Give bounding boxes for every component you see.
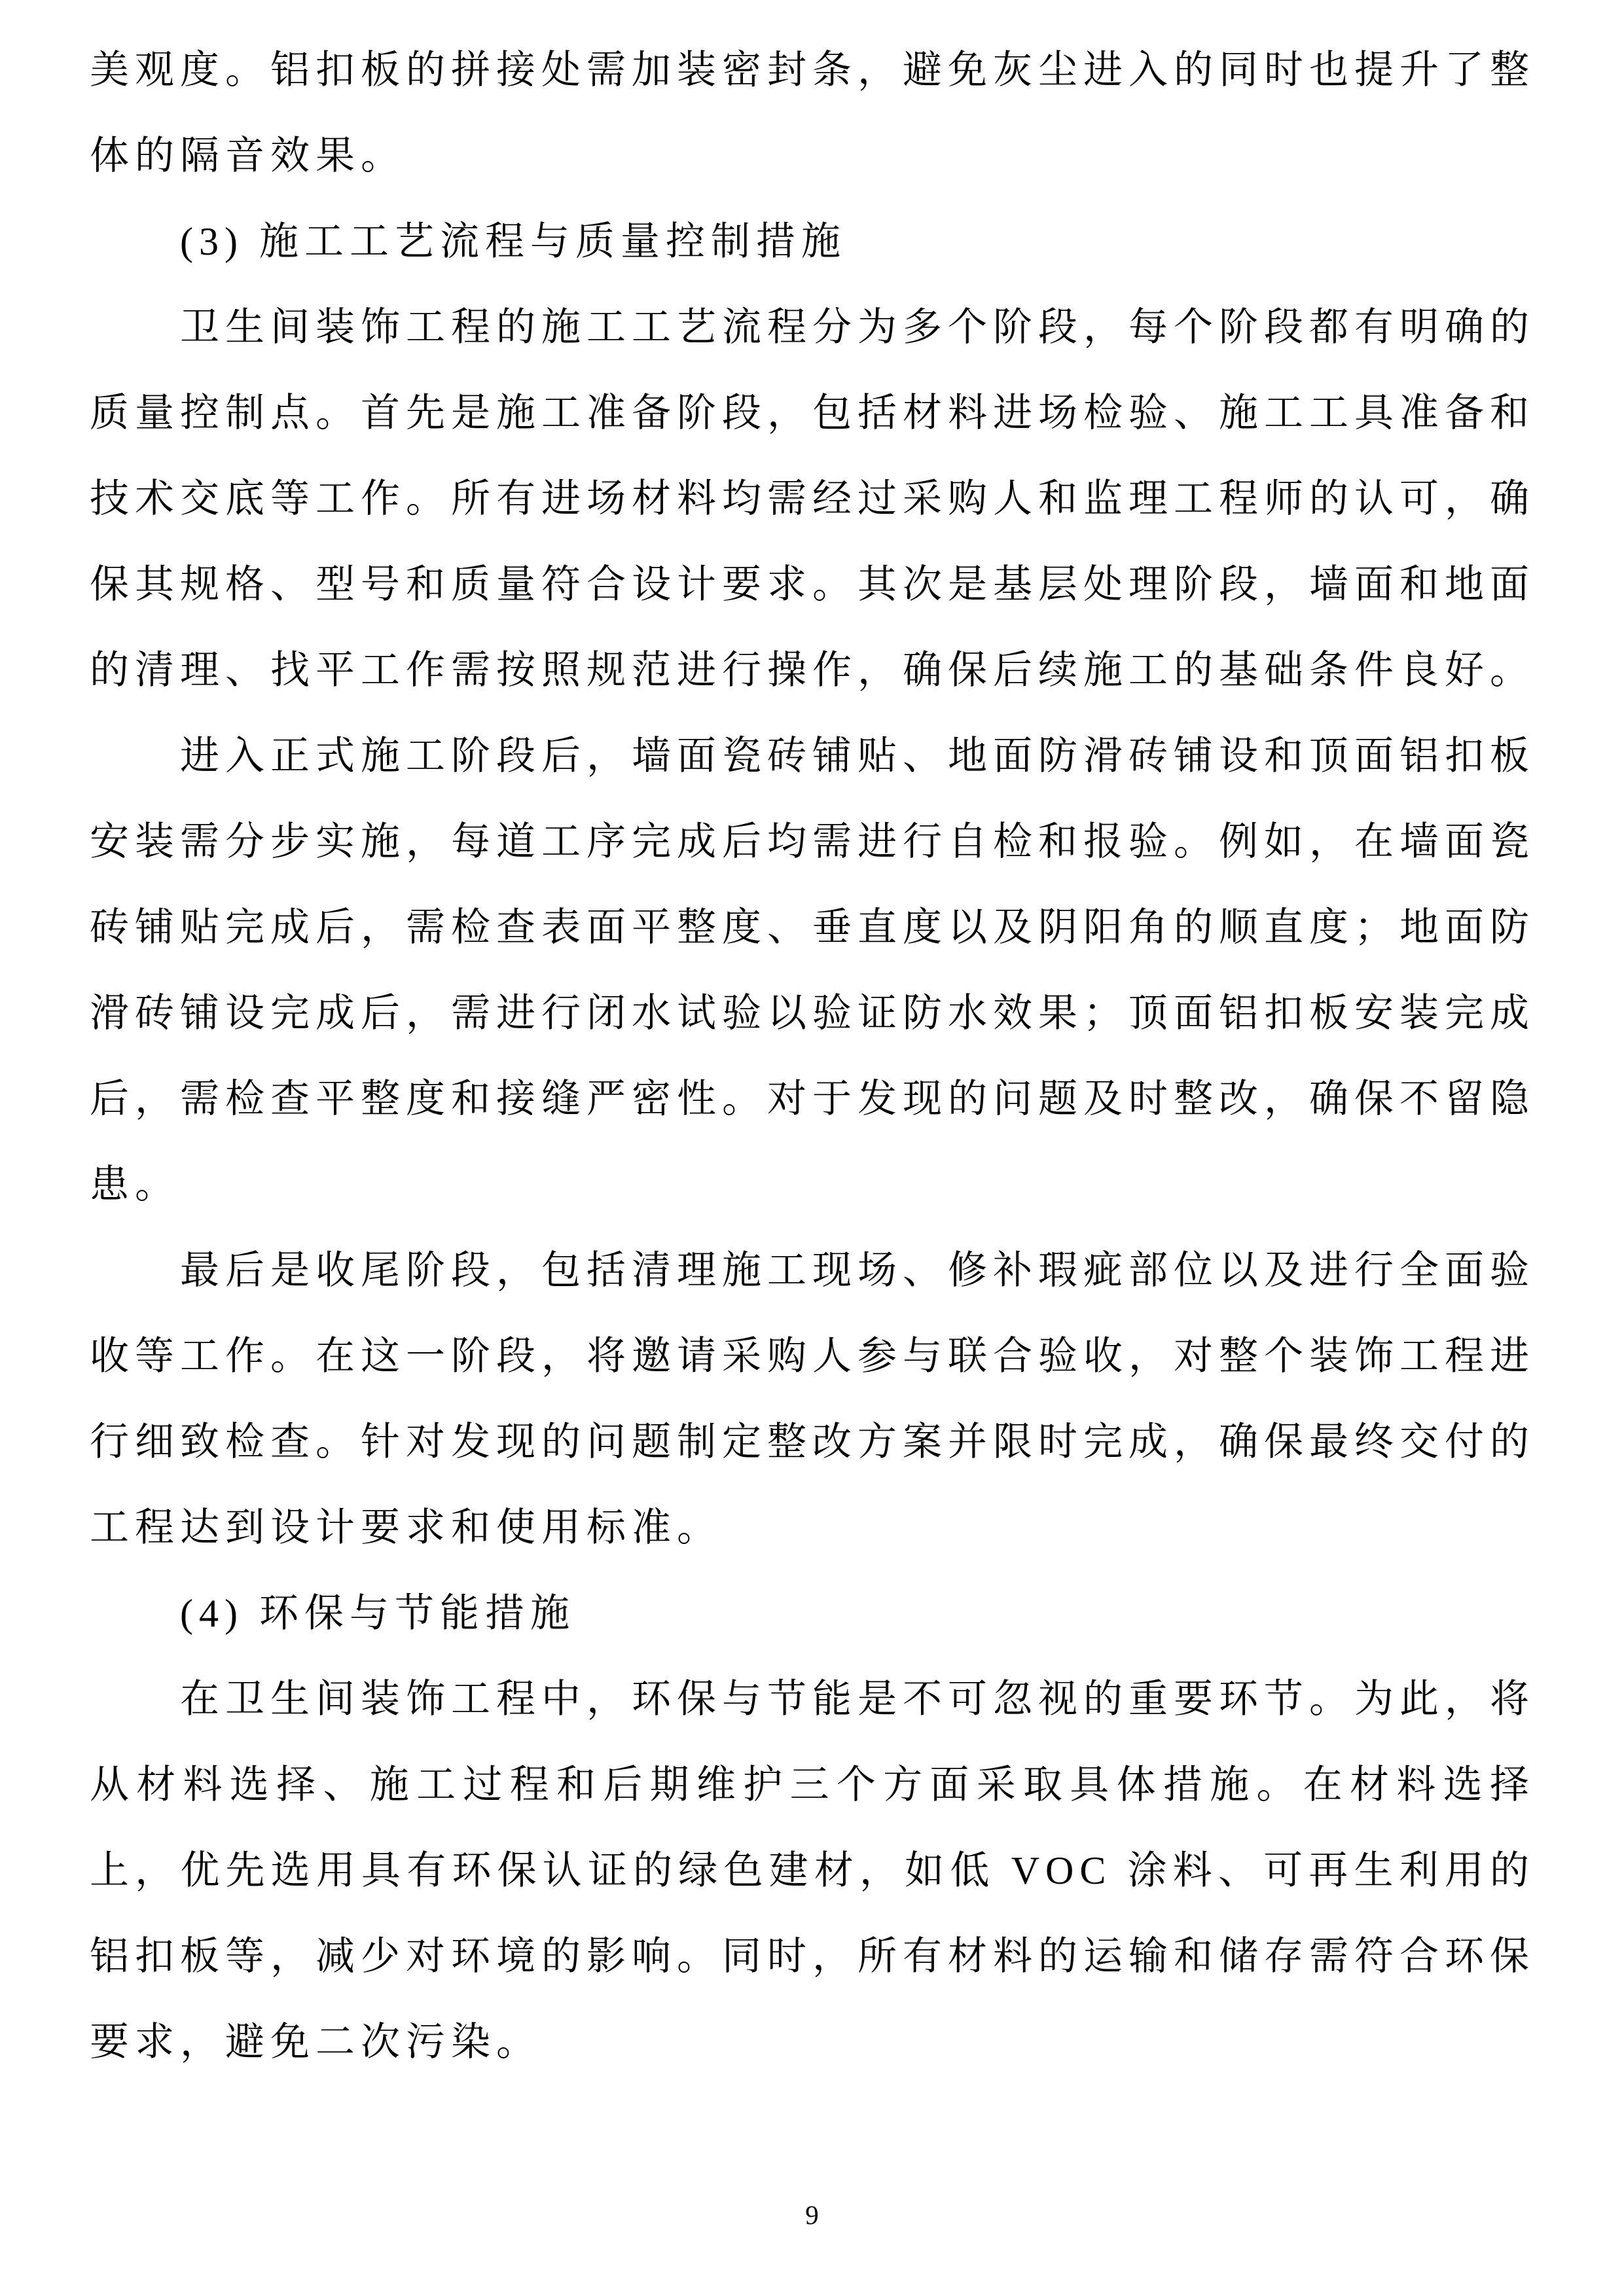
paragraph: 进入正式施工阶段后，墙面瓷砖铺贴、地面防滑砖铺设和顶面铝扣板安装需分步实施，每道工序完成后均需进行自检和报验。例如，在墙面瓷砖铺贴完成后，需检查表面平整度、垂直度以及阴阳角的顺直度；地面防滑砖铺设完成后，需进行闭水试验以验证防水效果；顶面铝扣板安装完成后，需检查平整度和接缝严密性。对于发现的问题及时整改，确保不留隐患。 [90, 734, 1535, 1206]
section-heading: (3) 施工工艺流程与质量控制措施 [180, 220, 846, 263]
paragraph: 卫生间装饰工程的施工工艺流程分为多个阶段，每个阶段都有明确的质量控制点。首先是施工准备阶段，包括材料进场检验、施工工具准备和技术交底等工作。所有进场材料均需经过采购人和监理工程师的认可，确保其规格、型号和质量符合设计要求。其次是基层处理阶段，墙面和地面的清理、找平工作需按照规范进行操作，确保后续施工的基础条件良好。 [90, 306, 1535, 692]
document-content [90, 27, 1535, 2085]
paragraph: 最后是收尾阶段，包括清理施工现场、修补瑕疵部位以及进行全面验收等工作。在这一阶段，将邀请采购人参与联合验收，对整个装饰工程进行细致检查。针对发现的问题制定整改方案并限时完成，确保最终交付的工程达到设计要求和使用标准。 [90, 1249, 1535, 1549]
section-heading: (4) 环保与节能措施 [180, 1592, 575, 1635]
paragraph: 美观度。铝扣板的拼接处需加装密封条，避免灰尘进入的同时也提升了整体的隔音效果。 [90, 48, 1535, 177]
paragraph: 在卫生间装饰工程中，环保与节能是不可忽视的重要环节。为此，将从材料选择、施工过程和后期维护三个方面采取具体措施。在材料选择上，优先选用具有环保认证的绿色建材，如低 VOC 涂料、可再生利用的铝扣板等，减少对环境的影响。同时，所有材料的运输和储存需符合环保要求，避免二次污染。 [90, 1677, 1535, 2064]
page-number: 9 [805, 2200, 819, 2230]
